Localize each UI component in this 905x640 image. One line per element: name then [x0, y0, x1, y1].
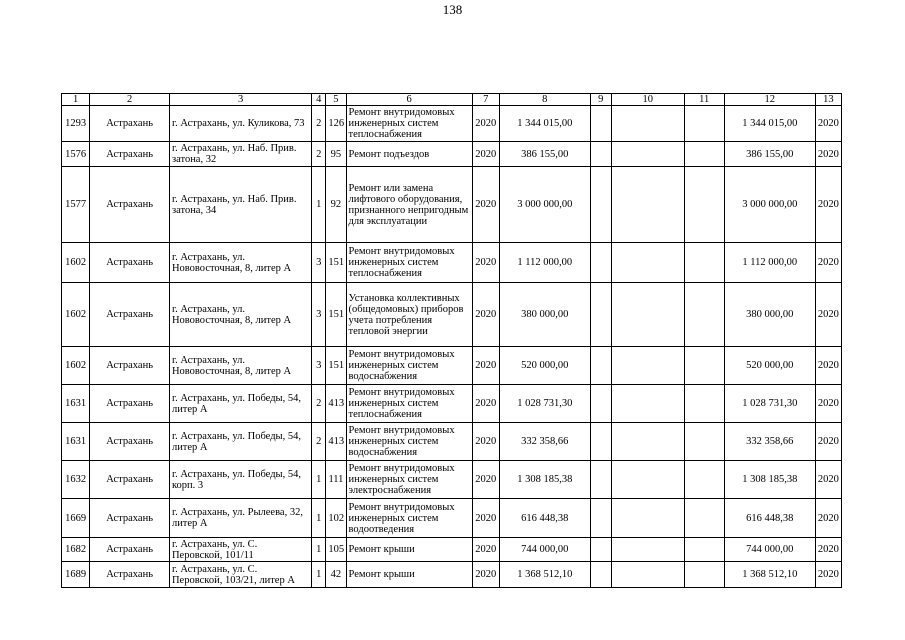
col4-cell: 3 [312, 283, 326, 347]
work-type-cell: Ремонт внутридомовых инженерных систем водоснабжения [346, 347, 472, 385]
col4-cell: 1 [312, 538, 326, 562]
work-type-cell: Установка коллективных (общедомовых) приборов учета потребления тепловой энергии [346, 283, 472, 347]
page-number: 138 [442, 2, 463, 17]
table-row [62, 142, 842, 167]
address-cell: г. Астрахань, ул. С. Перовской, 101/11 [169, 538, 311, 562]
col4-cell: 1 [312, 461, 326, 499]
address-cell: г. Астрахань, ул. Рылеева, 32, литер А [169, 499, 311, 538]
city-cell: Астрахань [90, 106, 170, 142]
header-cell: 11 [684, 94, 724, 106]
col4-cell: 3 [312, 243, 326, 283]
row-number-cell: 1631 [62, 423, 90, 461]
col9-cell [590, 423, 611, 461]
year-cell: 2020 [472, 385, 499, 423]
cost-cell: 1 308 185,38 [499, 461, 590, 499]
end-year-cell: 2020 [815, 538, 841, 562]
table-row [62, 423, 842, 461]
col10-cell [611, 538, 684, 562]
col11-cell [684, 562, 724, 588]
address-cell: г. Астрахань, ул. С. Перовской, 103/21, литер А [169, 562, 311, 588]
total-cost-cell: 1 028 731,30 [724, 385, 815, 423]
col11-cell [684, 243, 724, 283]
header-cell: 10 [611, 94, 684, 106]
total-cost-cell: 616 448,38 [724, 499, 815, 538]
col9-cell [590, 538, 611, 562]
col4-cell: 2 [312, 423, 326, 461]
col4-cell: 2 [312, 385, 326, 423]
work-type-cell: Ремонт внутридомовых инженерных систем электроснабжения [346, 461, 472, 499]
address-cell: г. Астрахань, ул. Наб. Прив. затона, 32 [169, 142, 311, 167]
col11-cell [684, 142, 724, 167]
col4-cell: 1 [312, 562, 326, 588]
total-cost-cell: 332 358,66 [724, 423, 815, 461]
header-row [62, 94, 842, 106]
address-cell: г. Астрахань, ул. Куликова, 73 [169, 106, 311, 142]
header-cell: 6 [346, 94, 472, 106]
col11-cell [684, 538, 724, 562]
col11-cell [684, 347, 724, 385]
col10-cell [611, 347, 684, 385]
col4-cell: 2 [312, 142, 326, 167]
address-cell: г. Астрахань, ул. Нововосточная, 8, литер А [169, 283, 311, 347]
header-cell: 13 [815, 94, 841, 106]
year-cell: 2020 [472, 423, 499, 461]
work-type-cell: Ремонт или замена лифтового оборудования, признанного непригодным для эксплуатации [346, 167, 472, 243]
col4-cell: 1 [312, 499, 326, 538]
address-cell: г. Астрахань, ул. Победы, 54, корп. 3 [169, 461, 311, 499]
cost-cell: 1 028 731,30 [499, 385, 590, 423]
row-number-cell: 1602 [62, 243, 90, 283]
row-number-cell: 1293 [62, 106, 90, 142]
row-number-cell: 1631 [62, 385, 90, 423]
cost-cell: 520 000,00 [499, 347, 590, 385]
year-cell: 2020 [472, 499, 499, 538]
col9-cell [590, 499, 611, 538]
header-cell: 1 [62, 94, 90, 106]
table-row [62, 499, 842, 538]
year-cell: 2020 [472, 167, 499, 243]
col4-cell: 3 [312, 347, 326, 385]
table-row [62, 562, 842, 588]
col9-cell [590, 106, 611, 142]
row-number-cell: 1602 [62, 283, 90, 347]
work-type-cell: Ремонт крыши [346, 562, 472, 588]
header-cell: 2 [90, 94, 170, 106]
total-cost-cell: 1 344 015,00 [724, 106, 815, 142]
work-type-cell: Ремонт крыши [346, 538, 472, 562]
header-cell: 3 [169, 94, 311, 106]
end-year-cell: 2020 [815, 142, 841, 167]
col11-cell [684, 461, 724, 499]
col5-cell: 151 [326, 243, 346, 283]
col5-cell: 105 [326, 538, 346, 562]
end-year-cell: 2020 [815, 106, 841, 142]
end-year-cell: 2020 [815, 283, 841, 347]
col4-cell: 1 [312, 167, 326, 243]
total-cost-cell: 380 000,00 [724, 283, 815, 347]
address-cell: г. Астрахань, ул. Наб. Прив. затона, 34 [169, 167, 311, 243]
work-type-cell: Ремонт внутридомовых инженерных систем теплоснабжения [346, 106, 472, 142]
col5-cell: 95 [326, 142, 346, 167]
table-row [62, 538, 842, 562]
end-year-cell: 2020 [815, 423, 841, 461]
year-cell: 2020 [472, 347, 499, 385]
work-type-cell: Ремонт внутридомовых инженерных систем водоснабжения [346, 423, 472, 461]
col11-cell [684, 423, 724, 461]
cost-cell: 1 112 000,00 [499, 243, 590, 283]
table-row [62, 347, 842, 385]
col5-cell: 92 [326, 167, 346, 243]
cost-cell: 1 344 015,00 [499, 106, 590, 142]
city-cell: Астрахань [90, 461, 170, 499]
address-cell: г. Астрахань, ул. Нововосточная, 8, литер А [169, 347, 311, 385]
end-year-cell: 2020 [815, 562, 841, 588]
address-cell: г. Астрахань, ул. Победы, 54, литер А [169, 385, 311, 423]
col9-cell [590, 461, 611, 499]
table-row [62, 283, 842, 347]
cost-cell: 380 000,00 [499, 283, 590, 347]
repair-program-table [61, 93, 842, 588]
year-cell: 2020 [472, 283, 499, 347]
total-cost-cell: 1 308 185,38 [724, 461, 815, 499]
col9-cell [590, 142, 611, 167]
end-year-cell: 2020 [815, 167, 841, 243]
table-row [62, 167, 842, 243]
cost-cell: 386 155,00 [499, 142, 590, 167]
row-number-cell: 1689 [62, 562, 90, 588]
city-cell: Астрахань [90, 283, 170, 347]
work-type-cell: Ремонт внутридомовых инженерных систем водоотведения [346, 499, 472, 538]
cost-cell: 332 358,66 [499, 423, 590, 461]
col10-cell [611, 243, 684, 283]
col11-cell [684, 499, 724, 538]
header-cell: 12 [724, 94, 815, 106]
cost-cell: 616 448,38 [499, 499, 590, 538]
city-cell: Астрахань [90, 243, 170, 283]
row-number-cell: 1602 [62, 347, 90, 385]
col10-cell [611, 283, 684, 347]
col10-cell [611, 423, 684, 461]
cost-cell: 744 000,00 [499, 538, 590, 562]
header-cell: 8 [499, 94, 590, 106]
year-cell: 2020 [472, 562, 499, 588]
col9-cell [590, 283, 611, 347]
col9-cell [590, 562, 611, 588]
col5-cell: 151 [326, 283, 346, 347]
year-cell: 2020 [472, 243, 499, 283]
city-cell: Астрахань [90, 167, 170, 243]
col10-cell [611, 142, 684, 167]
total-cost-cell: 386 155,00 [724, 142, 815, 167]
col10-cell [611, 385, 684, 423]
cost-cell: 1 368 512,10 [499, 562, 590, 588]
total-cost-cell: 744 000,00 [724, 538, 815, 562]
row-number-cell: 1682 [62, 538, 90, 562]
col11-cell [684, 167, 724, 243]
address-cell: г. Астрахань, ул. Нововосточная, 8, литер А [169, 243, 311, 283]
total-cost-cell: 1 112 000,00 [724, 243, 815, 283]
col9-cell [590, 167, 611, 243]
col5-cell: 151 [326, 347, 346, 385]
cost-cell: 3 000 000,00 [499, 167, 590, 243]
end-year-cell: 2020 [815, 347, 841, 385]
work-type-cell: Ремонт подъездов [346, 142, 472, 167]
end-year-cell: 2020 [815, 243, 841, 283]
work-type-cell: Ремонт внутридомовых инженерных систем теплоснабжения [346, 385, 472, 423]
col4-cell: 2 [312, 106, 326, 142]
header-cell: 7 [472, 94, 499, 106]
col10-cell [611, 461, 684, 499]
address-cell: г. Астрахань, ул. Победы, 54, литер А [169, 423, 311, 461]
col5-cell: 413 [326, 423, 346, 461]
table-row [62, 461, 842, 499]
city-cell: Астрахань [90, 499, 170, 538]
city-cell: Астрахань [90, 347, 170, 385]
col5-cell: 126 [326, 106, 346, 142]
header-cell: 9 [590, 94, 611, 106]
table-row [62, 385, 842, 423]
total-cost-cell: 1 368 512,10 [724, 562, 815, 588]
col5-cell: 111 [326, 461, 346, 499]
col9-cell [590, 385, 611, 423]
col11-cell [684, 283, 724, 347]
col9-cell [590, 243, 611, 283]
city-cell: Астрахань [90, 423, 170, 461]
work-type-cell: Ремонт внутридомовых инженерных систем теплоснабжения [346, 243, 472, 283]
city-cell: Астрахань [90, 142, 170, 167]
row-number-cell: 1576 [62, 142, 90, 167]
year-cell: 2020 [472, 142, 499, 167]
row-number-cell: 1632 [62, 461, 90, 499]
header-cell: 4 [312, 94, 326, 106]
city-cell: Астрахань [90, 538, 170, 562]
col11-cell [684, 385, 724, 423]
table-row [62, 106, 842, 142]
total-cost-cell: 520 000,00 [724, 347, 815, 385]
year-cell: 2020 [472, 106, 499, 142]
row-number-cell: 1577 [62, 167, 90, 243]
total-cost-cell: 3 000 000,00 [724, 167, 815, 243]
city-cell: Астрахань [90, 385, 170, 423]
col9-cell [590, 347, 611, 385]
col10-cell [611, 562, 684, 588]
city-cell: Астрахань [90, 562, 170, 588]
end-year-cell: 2020 [815, 499, 841, 538]
year-cell: 2020 [472, 538, 499, 562]
col10-cell [611, 167, 684, 243]
col10-cell [611, 499, 684, 538]
row-number-cell: 1669 [62, 499, 90, 538]
col5-cell: 413 [326, 385, 346, 423]
col5-cell: 102 [326, 499, 346, 538]
year-cell: 2020 [472, 461, 499, 499]
end-year-cell: 2020 [815, 461, 841, 499]
col11-cell [684, 106, 724, 142]
end-year-cell: 2020 [815, 385, 841, 423]
col10-cell [611, 106, 684, 142]
col5-cell: 42 [326, 562, 346, 588]
table-row [62, 243, 842, 283]
header-cell: 5 [326, 94, 346, 106]
